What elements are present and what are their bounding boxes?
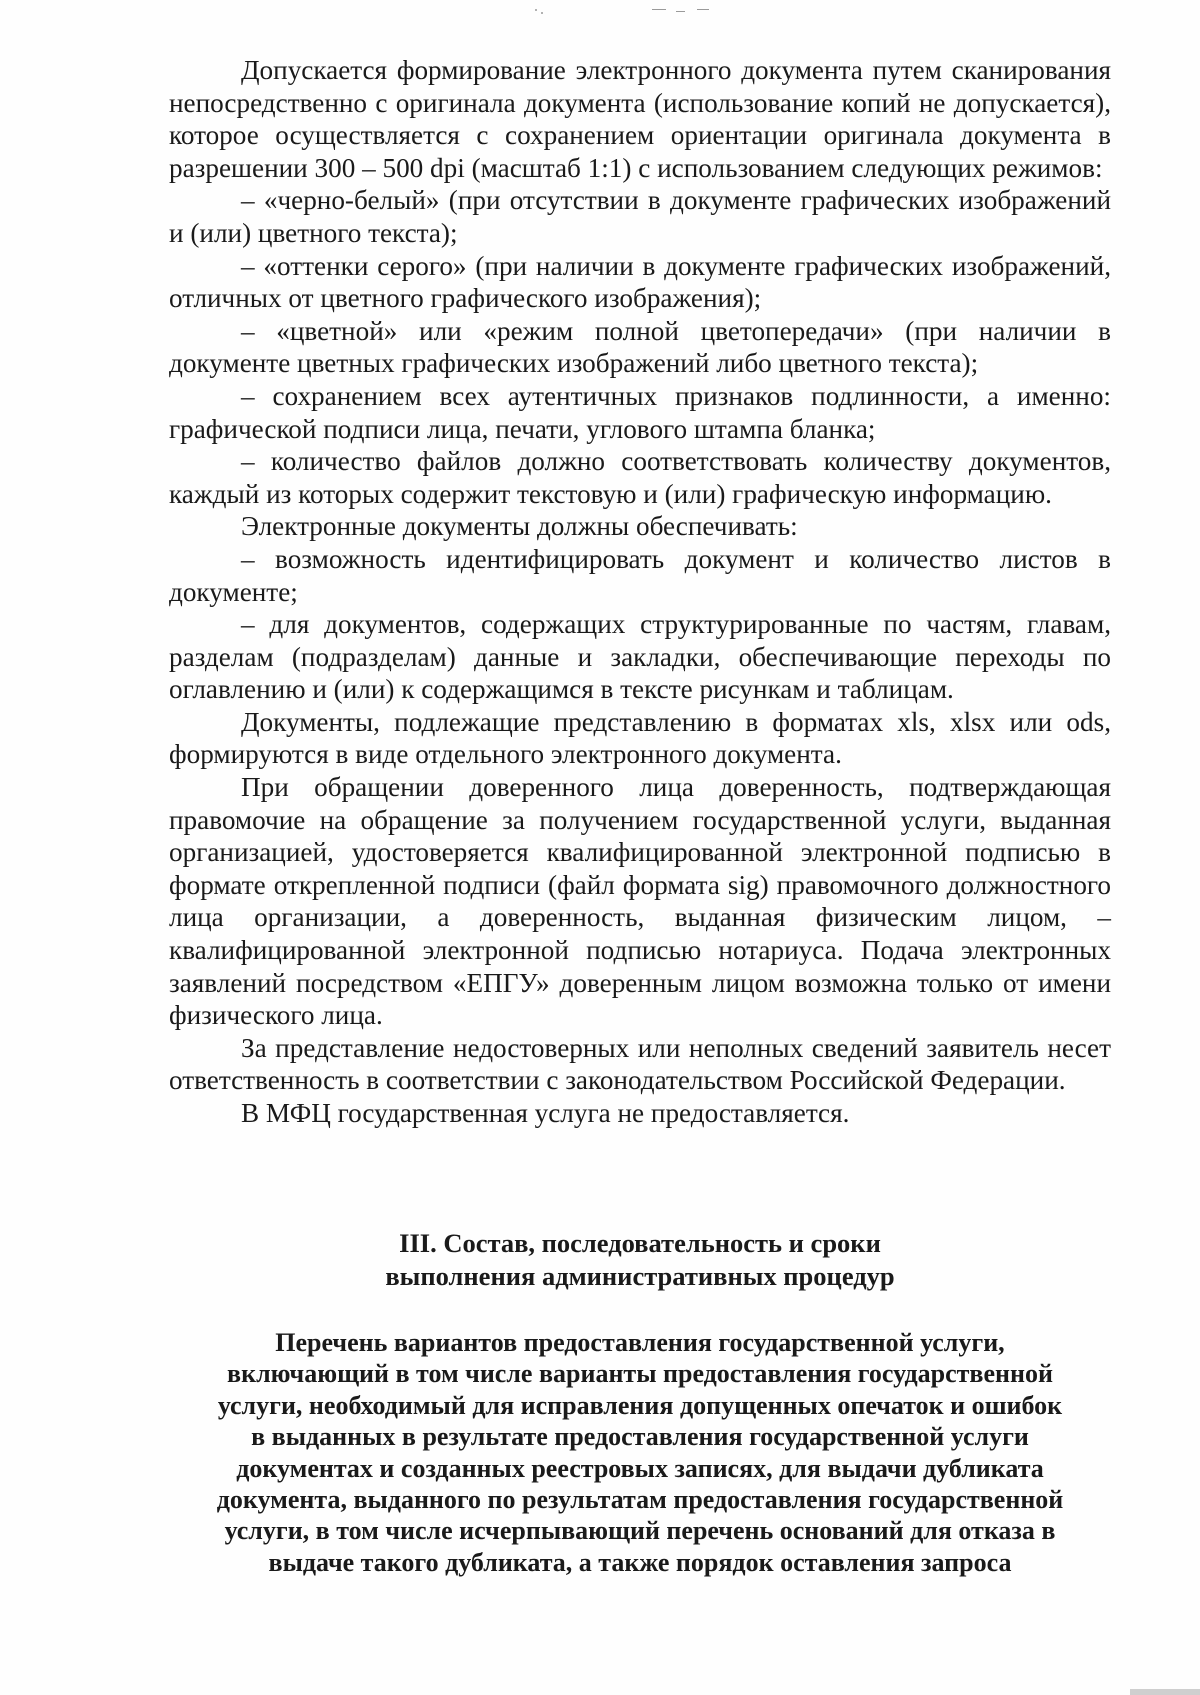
paragraph: За представление недостоверных или неполных сведений заявитель несет ответственность в соответствии с законодательством Российской Федерации. xyxy=(169,1032,1111,1096)
document-body xyxy=(169,54,1111,1130)
list-item: – сохранением всех аутентичных признаков подлинности, а именно: графической подписи лица, печати, углового штампа бланка; xyxy=(169,380,1111,444)
list-item: – возможность идентифицировать документ и количество листов в документе; xyxy=(169,543,1111,607)
scan-speck xyxy=(541,12,543,14)
paragraph: Допускается формирование электронного документа путем сканирования непосредственно с оригинала документа (использование копий не допускается), которое осуществляется с сохранением ориентации оригинала документа в разрешении 300 – 500 dpi (масштаб 1:1) с использованием следующих режимов: xyxy=(169,55,1111,183)
section-heading-line: выполнения административных процедур xyxy=(385,1260,895,1291)
paragraph: Документы, подлежащие представлению в форматах xls, xlsx или ods, формируются в виде отдельного электронного документа. xyxy=(169,706,1111,770)
page-edge-mark xyxy=(1130,1689,1200,1695)
scan-dash xyxy=(676,11,685,12)
subsection-heading-line: документа, выданного по результатам предоставления государственной xyxy=(216,1485,1064,1515)
subsection-heading xyxy=(169,1327,1111,1578)
scan-dash xyxy=(697,9,709,10)
paragraph: При обращении доверенного лица доверенность, подтверждающая правомочие на обращение за получением государственной услуги, выданная организацией, удостоверяется квалифицированной электронной подписью в формате открепленной подписи (файл формата sig) правомочного должностного лица организации, а доверенность, выданная физическим лицом, – квалифицированной электронной подписью нотариуса. Подача электронных заявлений посредством «ЕПГУ» доверенным лицом возможна только от имени физического лица. xyxy=(169,772,1111,1031)
paragraph: В МФЦ государственная услуга не предоставляется. xyxy=(241,1098,850,1128)
section-heading-line: III. Состав, последовательность и сроки xyxy=(399,1228,881,1258)
scan-speck xyxy=(535,9,537,11)
subsection-heading-line: включающий в том числе варианты предоставления государственной xyxy=(227,1359,1053,1389)
subsection-heading-line: Перечень вариантов предоставления государственной услуги, xyxy=(275,1328,1005,1357)
scan-dash xyxy=(652,9,666,10)
list-item: – «оттенки серого» (при наличии в документе графических изображений, отличных от цветного графического изображения); xyxy=(169,250,1111,314)
subsection-heading-line: в выданных в результате предоставления государственной услуги xyxy=(251,1422,1029,1452)
subsection-heading-line: документах и созданных реестровых записях, для выдачи дубликата xyxy=(236,1453,1044,1483)
subsection-heading-line: услуги, в том числе исчерпывающий перечень оснований для отказа в xyxy=(224,1516,1056,1546)
list-item: – для документов, содержащих структурированные по частям, главам, разделам (подразделам) данные и закладки, обеспечивающие переходы по оглавлению и (или) к содержащимся в тексте рисункам и таблицам. xyxy=(169,609,1111,705)
list-item: – «черно-белый» (при отсутствии в документе графических изображений и (или) цветного текста); xyxy=(169,185,1111,248)
subsection-heading-line: услуги, необходимый для исправления допущенных опечаток и ошибок xyxy=(217,1390,1063,1420)
subsection-heading-line: выдаче такого дубликата, а также порядок оставления запроса xyxy=(268,1547,1012,1577)
list-item: – количество файлов должно соответствовать количеству документов, каждый из которых содержит текстовую и (или) графическую информацию. xyxy=(169,446,1111,509)
section-heading xyxy=(169,1227,1111,1292)
list-item: – «цветной» или «режим полной цветопередачи» (при наличии в документе цветных графических изображений либо цветного текста); xyxy=(169,315,1111,379)
paragraph: Электронные документы должны обеспечивать: xyxy=(241,511,798,542)
